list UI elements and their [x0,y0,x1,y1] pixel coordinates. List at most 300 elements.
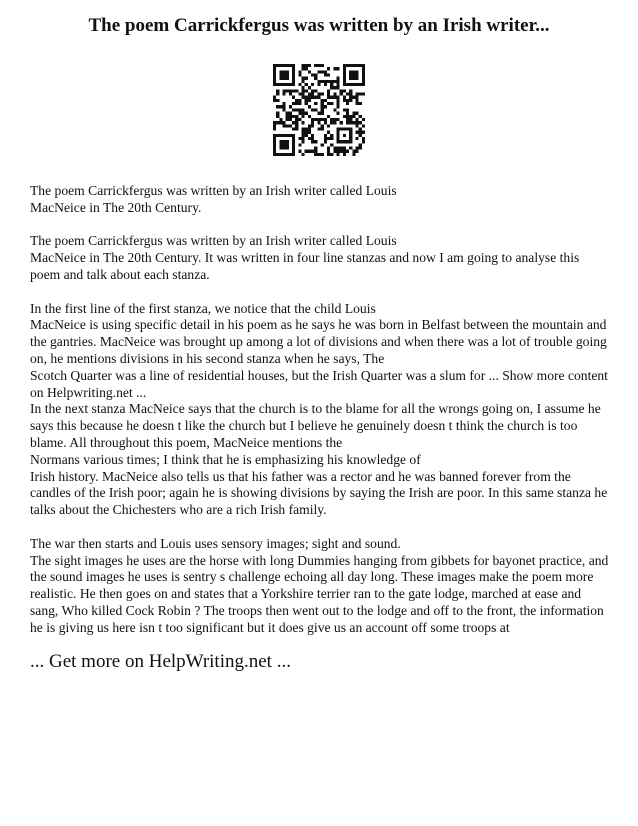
qr-module [311,89,314,92]
qr-module [327,89,330,92]
qr-module [327,74,330,77]
qr-module [327,80,330,83]
qr-module [333,118,336,121]
qr-module [286,118,289,121]
qr-module [346,102,349,105]
qr-module [321,127,324,130]
qr-module [317,96,320,99]
qr-module [311,121,314,124]
qr-module [327,115,330,118]
qr-module [340,121,343,124]
qr-module [362,93,365,96]
qr-module [362,131,365,134]
qr-module [327,96,330,99]
qr-module [283,121,286,124]
qr-module [359,134,362,137]
qr-module [311,93,314,96]
qr-module [276,112,279,115]
qr-module [273,134,295,137]
qr-module [295,102,298,105]
qr-module [305,134,308,137]
qr-module [349,89,352,92]
qr-module [321,108,324,111]
qr-module [273,96,276,99]
qr-module [302,137,305,140]
qr-module [355,102,358,105]
qr-module [314,102,317,105]
qr-module [276,115,279,118]
qr-module [336,83,339,86]
qr-module [286,112,289,115]
qr-module [295,99,298,102]
qr-module [289,115,292,118]
qr-module [311,118,314,121]
qr-module [314,89,317,92]
qr-module [324,105,327,108]
qr-module [317,80,320,83]
qr-module [352,115,355,118]
qr-module [311,137,314,140]
qr-module [355,150,358,153]
paragraph-4: The war then starts and Louis uses sensory images; sight and sound. The sight images he uses are the horse with long Dummies hanging from gibbets for bayonet practice, and the sound images he uses is sentry s challenge echoing all day long. These images make the poem more realistic. He then goes on and states that a Yorkshire terrier ran to the gate lodge, marched at ease and sang, Who killed Cock Robin ? The troops then went out to the lodge and off to the front, the information he is giving us here isn t too significant but it does give us an account off some troops at [30,535,609,635]
qr-module [308,70,311,73]
qr-module [314,140,317,143]
qr-module [292,108,295,111]
qr-module [295,89,298,92]
qr-module [362,124,365,127]
qr-module [333,93,336,96]
qr-module [340,150,343,153]
qr-module [295,108,298,111]
qr-module [321,93,324,96]
qr-module [302,80,305,83]
qr-module [311,150,314,153]
qr-module [302,115,305,118]
qr-module [362,118,365,121]
qr-module [355,121,358,124]
qr-module [314,108,317,111]
qr-module [321,70,324,73]
qr-module [308,131,311,134]
qr-module [308,115,311,118]
qr-module [298,102,301,105]
qr-module [343,115,346,118]
qr-module [279,121,282,124]
qr-module [302,77,305,80]
qr-module [273,127,276,130]
qr-module [324,118,327,121]
qr-module [311,108,314,111]
qr-module [324,83,327,86]
qr-module [346,93,349,96]
qr-module [355,93,358,96]
qr-module [317,118,320,121]
qr-module [286,124,289,127]
qr-module [298,108,301,111]
qr-module [327,102,330,105]
qr-module [305,96,308,99]
qr-module [327,124,330,127]
qr-module [349,127,352,143]
qr-module [317,93,320,96]
qr-module [355,124,358,127]
qr-module [314,118,317,121]
qr-module [308,93,311,96]
qr-module [302,131,305,134]
qr-module [330,143,333,146]
qr-module [292,134,295,156]
qr-module [362,140,365,143]
qr-module [292,64,295,86]
qr-module [289,124,292,127]
qr-module [343,89,346,92]
qr-module [343,150,346,153]
qr-module [302,89,305,92]
qr-module [314,150,317,153]
qr-module [324,74,327,77]
qr-module [292,102,295,105]
qr-module [305,150,308,153]
qr-module [298,93,301,96]
qr-module [292,127,295,130]
qr-module [276,89,279,92]
qr-module [298,99,301,102]
document-title: The poem Carrickfergus was written by an Irish writer... [88,15,550,36]
qr-module [352,112,355,115]
qr-module [302,67,305,70]
qr-module [305,83,308,86]
qr-module [340,89,343,92]
qr-module [314,96,317,99]
qr-module [308,64,311,67]
qr-module [289,112,292,115]
qr-module [349,70,359,80]
qr-module [324,140,327,143]
qr-module [359,131,362,134]
qr-module [343,146,346,149]
qr-module [346,108,349,111]
qr-module [359,93,362,96]
qr-module [330,96,333,99]
qr-module [321,153,324,156]
qr-module [317,112,320,115]
qr-module [343,83,365,86]
qr-module [333,96,336,99]
qr-module [349,121,352,124]
qr-module [327,131,330,134]
qr-module [343,64,365,67]
qr-module [289,105,292,108]
qr-module [317,64,320,67]
qr-module [283,93,286,96]
qr-module [349,96,352,99]
qr-module [327,153,330,156]
qr-module [273,121,276,124]
qr-module [308,137,311,140]
qr-module [346,112,349,115]
qr-module [298,150,301,153]
qr-module [336,96,339,99]
qr-module [305,127,308,130]
paragraph-1: The poem Carrickfergus was written by an Irish writer called Louis MacNeice in The 20th Century. [30,183,397,215]
qr-module [311,140,314,143]
qr-module [273,153,295,156]
qr-module [336,150,339,153]
qr-module [279,118,282,121]
qr-module [349,118,352,121]
qr-module [359,102,362,105]
qr-module [343,64,346,86]
qr-module [336,80,339,83]
qr-module [336,77,339,80]
qr-module [279,105,282,108]
qr-module [314,64,317,67]
qr-module [321,124,324,127]
qr-module [330,83,333,86]
qr-module [352,96,355,99]
qr-module [355,96,358,99]
qr-module [349,99,352,102]
qr-module [292,89,295,92]
qr-module [305,67,308,70]
qr-module [302,64,305,67]
qr-module [308,86,311,89]
qr-module [302,86,305,89]
qr-module [302,134,305,137]
qr-module [336,67,339,70]
qr-module [359,146,362,149]
qr-module [321,105,324,108]
qr-module [273,99,276,102]
qr-module [317,83,320,86]
qr-module [302,93,305,96]
qr-module [302,153,305,156]
qr-module [289,93,292,96]
qr-module [308,127,311,130]
qr-module [305,89,308,92]
qr-module [295,121,298,124]
qr-module [298,143,301,146]
qr-module [333,108,336,111]
qr-module [314,146,317,149]
qr-module [352,150,355,153]
qr-module [346,150,349,153]
qr-module [352,153,355,156]
article-body [30,183,610,637]
qr-module [349,115,352,118]
qr-module [330,137,333,140]
qr-module [340,146,343,149]
qr-module [352,121,355,124]
qr-module [359,127,362,130]
qr-module [336,99,339,102]
qr-module [317,153,320,156]
qr-module [321,118,324,121]
qr-module [355,112,358,115]
qr-module [355,146,358,149]
qr-module [346,115,349,118]
qr-module [302,96,305,99]
qr-module [330,102,333,105]
qr-module [276,121,279,124]
qr-module [321,112,324,115]
qr-module [336,112,339,115]
qr-module [324,134,327,137]
qr-module [283,89,286,92]
qr-module [343,99,346,102]
qr-module [289,118,292,121]
qr-module [308,96,311,99]
qr-module [305,99,308,102]
qr-module [327,67,330,70]
qr-module [289,89,292,92]
qr-module [333,146,336,149]
qr-module [302,121,305,124]
paragraph-3: In the first line of the first stanza, we notice that the child Louis MacNeice is using specific detail in his poem as he says he was born in Belfast between the mountain and the gantries. MacNeice was brought up among a lot of divisions and when there was a lot of trouble going on, he mentions divisions in his second stanza when he says, The Scotch Quarter was a line of residential houses, but the Irish Quarter was a slum for ... Show more content on Helpwriting.net ... In the next stanza MacNeice says that the church is to the blame for all the wrongs going on, I assume he says this because he doesn t like the church but I believe he genuinely doesn t think the church is too blame. All throughout this poem, MacNeice mentions the Normans various times; I think that he is emphasizing his knowledge of Irish history. MacNeice also tells us that his father was a rector and he was banned forever from the candles of the Irish poor; again he is showing divisions by saying the Irish are poor. In this same stanza he talks about the Chichesters who are a rich Irish family. [30,300,608,518]
qr-module [302,140,305,143]
qr-module [295,127,298,130]
qr-module [308,150,311,153]
qr-module [305,64,308,67]
qr-module [308,124,311,127]
qr-module [305,112,308,115]
qr-module [340,93,343,96]
qr-module [295,118,298,121]
qr-module [349,146,352,149]
qr-module [336,118,339,121]
qr-module [327,150,330,153]
qr-module [314,74,317,77]
qr-module [324,121,327,124]
qr-module [330,134,333,137]
qr-module [298,118,301,121]
qr-module [343,153,346,156]
qr-module [355,118,358,121]
qr-module [311,124,314,127]
qr-module [336,102,339,105]
qr-module [305,77,308,80]
qr-module [321,99,324,102]
get-more-link[interactable]: ... Get more on HelpWriting.net ... [30,651,291,672]
qr-module [311,74,314,77]
qr-module [286,89,289,92]
qr-module [355,131,358,134]
qr-module [349,93,352,96]
qr-module [336,86,339,89]
qr-module [327,146,330,149]
qr-module [292,96,295,99]
qr-module [346,118,349,121]
qr-module [283,105,286,108]
qr-module [330,121,333,124]
qr-module [279,70,289,80]
qr-module [330,86,333,89]
qr-module [317,70,320,73]
qr-module [336,146,339,149]
qr-module [302,108,305,111]
qr-module [292,121,295,124]
qr-module [321,64,324,67]
qr-module [311,134,314,137]
qr-module [279,140,289,150]
qr-module [333,121,336,124]
qr-module [286,115,289,118]
qr-module [324,99,327,102]
qr-module [317,121,320,124]
qr-module [273,124,276,127]
qr-module [336,127,339,143]
qr-module [283,108,286,111]
qr-module [346,121,349,124]
qr-module [343,108,346,111]
qr-module [273,64,276,86]
qr-module [327,93,330,96]
qr-module [333,86,336,89]
qr-module [330,80,333,83]
qr-code [273,64,365,156]
qr-module [333,67,336,70]
qr-module [330,153,333,156]
qr-module [362,137,365,140]
paragraph-2: The poem Carrickfergus was written by an Irish writer called Louis MacNeice in The 20th Century. It was written in four line stanzas and now I am going to analyse this poem and talk about each stanza. [30,233,580,282]
qr-module [298,112,301,115]
qr-module [321,143,324,146]
qr-module [298,70,301,73]
qr-module [343,134,346,137]
qr-module [302,112,305,115]
qr-module [273,83,295,86]
qr-module [343,96,346,99]
qr-module [308,99,311,102]
qr-module [355,137,358,140]
qr-module [298,137,301,140]
qr-module [324,137,327,140]
qr-module [311,96,314,99]
qr-module [317,127,320,130]
qr-module [362,64,365,86]
qr-module [324,70,327,73]
qr-module [273,64,295,67]
qr-module [283,102,286,105]
qr-module [314,77,317,80]
qr-module [336,105,339,108]
qr-module [327,137,330,140]
qr-module [346,99,349,102]
qr-module [324,80,327,83]
qr-module [311,83,314,86]
qr-module [359,143,362,146]
qr-module [283,124,286,127]
qr-module [330,118,333,121]
qr-module [308,105,311,108]
qr-module [359,115,362,118]
qr-module [314,153,317,156]
qr-module [359,121,362,124]
qr-module [321,102,324,105]
qr-module [302,127,305,130]
qr-module [321,80,324,83]
qr-module [273,134,276,156]
qr-module [292,115,295,118]
qr-module [333,80,336,83]
qr-module [298,74,301,77]
qr-module [336,153,339,156]
qr-module [333,150,336,153]
qr-module [276,99,279,102]
qr-module [355,99,358,102]
qr-module [298,83,301,86]
qr-module [305,131,308,134]
